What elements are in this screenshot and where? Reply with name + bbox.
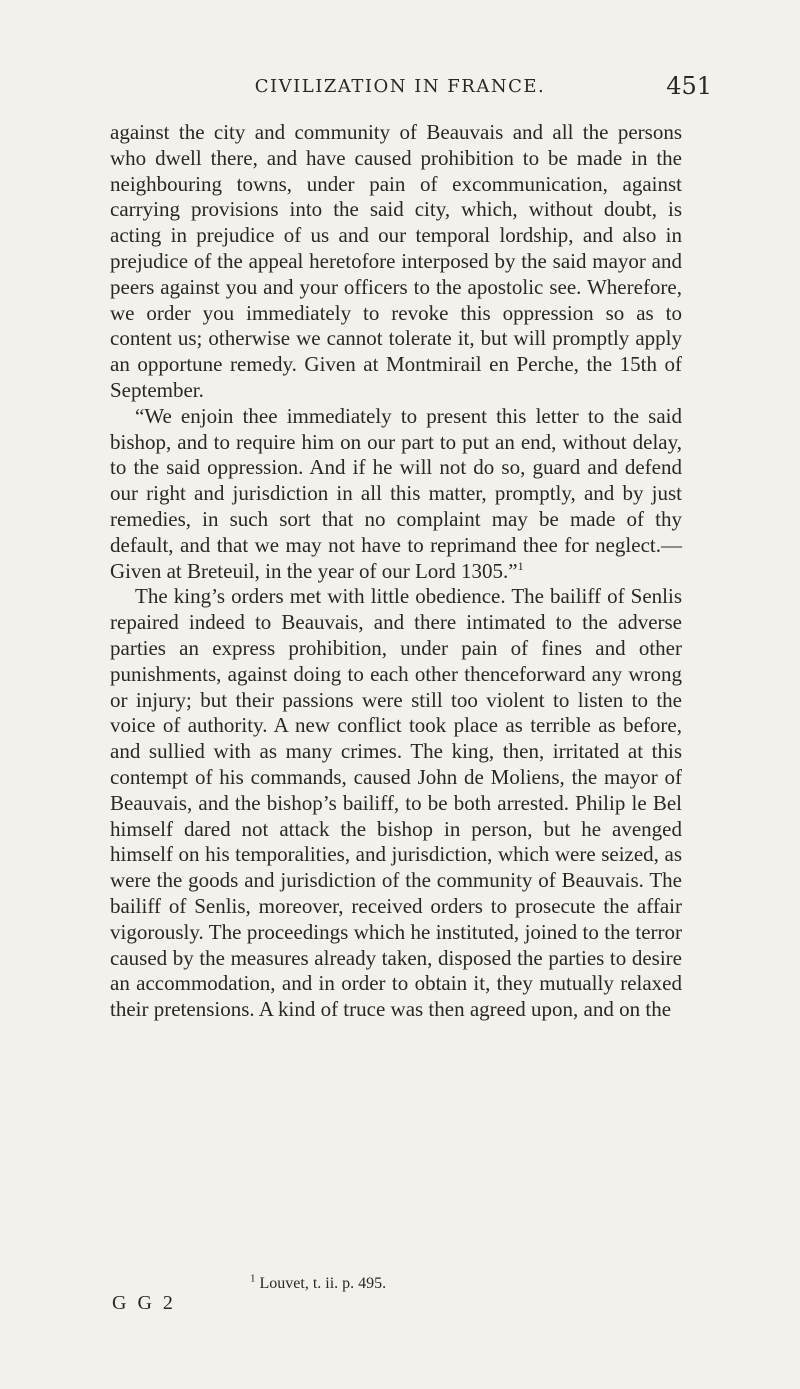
page-header xyxy=(0,72,800,102)
paragraph: The king’s orders met with little obedience. The bailiff of Senlis repaired indeed to Beauvais, and there intimated to the adverse parties an express prohibition, under pain of fines and other punishments, against doing to each other thenceforward any wrong or injury; but their passions were still too violent to listen to the voice of authority. A new conflict took place as terrible as before, and sullied with as many crimes. The king, then, irritated at this contempt of his commands, caused John de Moliens, the mayor of Beauvais, and the bishop’s bailiff, to be both arrested. Philip le Bel himself dared not attack the bishop in person, but he avenged himself on his temporalities, and jurisdiction, which were seized, as were the goods and jurisdiction of the community of Beauvais. The bailiff of Senlis, moreover, received orders to prosecute the affair vigorously. The proceedings which he instituted, joined to the terror caused by the measures already taken, disposed the parties to desire an accommodation, and in order to obtain it, they mutually relaxed their pretensions. A kind of truce was then agreed upon, and on the xyxy=(110,584,682,1022)
running-head: CIVILIZATION IN FRANCE. xyxy=(254,76,546,97)
body-text xyxy=(110,120,682,1023)
footnote-text: Louvet, t. ii. p. 495. xyxy=(259,1275,387,1292)
paragraph: against the city and community of Beauvais and all the persons who dwell there, and have caused prohibition to be made in the neighbouring towns, under pain of excommunication, against carrying provisions into the said city, which, without doubt, is acting in prejudice of us and our temporal lordship, and also in prejudice of the appeal heretofore interposed by the said mayor and peers against you and your officers to the apostolic see. Wherefore, we order you immediately to revoke this oppression so as to content us; otherwise we cannot tolerate it, but will promptly apply an opportune remedy. Given at Montmirail en Perche, the 15th of September. xyxy=(110,120,682,402)
footnote-marker: 1 xyxy=(250,1272,256,1285)
paragraph-text: “We enjoin thee immediately to present this letter to the said bishop, and to require him on our part to put an end, without delay, to the said oppression. And if he will not do so, guard and defend our right and jurisdiction in all this matter, promptly, and by just remedies, in such sort that no complaint may be made of thy default, and that we may not have to reprimand thee for neglect.—Given at Breteuil, in the year of our Lord 1305.” xyxy=(110,403,682,583)
footnote xyxy=(250,1272,387,1293)
signature-mark: G G 2 xyxy=(112,1292,176,1314)
footnote-reference: 1 xyxy=(517,558,524,573)
paragraph xyxy=(110,404,682,585)
page-number: 451 xyxy=(666,72,712,100)
